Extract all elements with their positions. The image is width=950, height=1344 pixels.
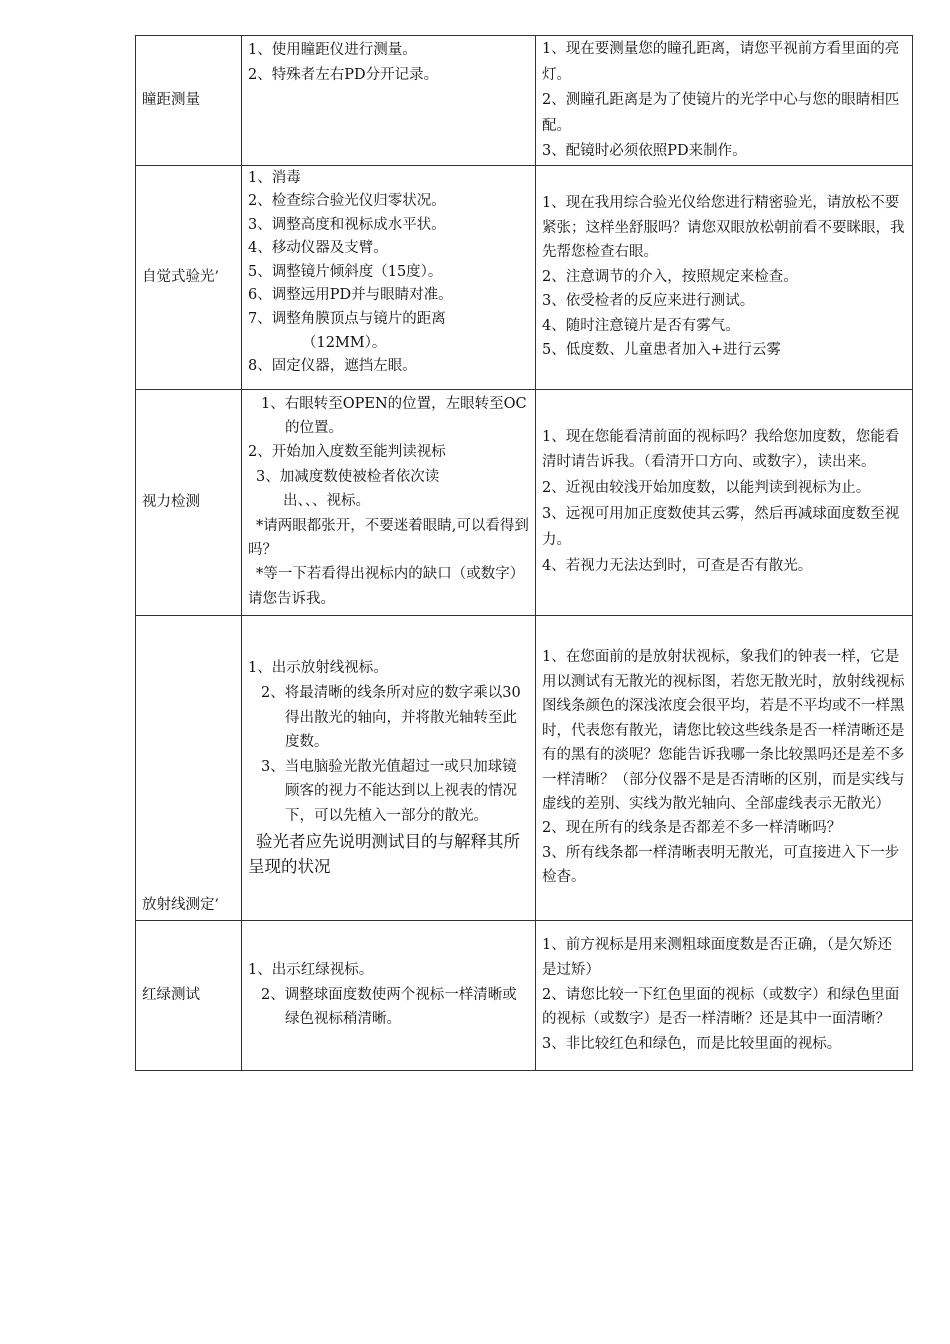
operation-cell — [242, 920, 536, 1070]
script-item: 2、近视由较浅开始加度数，以能判读到视标为止。 — [542, 480, 871, 497]
script-cell — [536, 920, 913, 1070]
operation-item: 8、固定仪器，遮挡左眼。 — [248, 358, 417, 375]
operation-item: 2、调整球面度数使两个视标一样清晰或绿色视标稍清晰。 — [261, 986, 517, 1028]
table-row — [136, 36, 913, 166]
script-item: 3、非比较红色和绿色，而是比较里面的视标。 — [542, 1036, 842, 1053]
operation-item: 2、将最清晰的线条所对应的数字乘以30得出散光的轴向，并将散光轴转至此度数。 — [261, 685, 521, 751]
step-name-cell — [136, 36, 242, 166]
script-cell — [536, 165, 913, 389]
script-item: 2、注意调节的介入，按照规定来检查。 — [542, 268, 798, 285]
script-item: 1、现在我用综合验光仪给您进行精密验光，请放松不要紧张；这样坐舒服吗？请您双眼放松朝前看不要眯眼，我先帮您检查右眼。 — [542, 194, 905, 261]
operation-note: 验光者应先说明测试目的与解释其所呈现的状况 — [248, 831, 520, 876]
operation-item: 5、调整镜片倾斜度（15度）。 — [248, 263, 443, 280]
operation-item: 4、移动仪器及支臂。 — [248, 240, 388, 257]
script-cell — [536, 389, 913, 615]
script-item: 1、现在要测量您的瞳孔距离，请您平视前方看里面的亮灯。 — [542, 41, 900, 83]
operation-item: 1、消毒 — [248, 169, 301, 186]
script-cell — [536, 615, 913, 920]
operation-item: 3、当电脑验光散光值超过一或只加球镜顾客的视力不能达到以上视表的情况下，可以先植入一部分的散光。 — [261, 758, 517, 824]
step-name: 放射线测定 — [142, 896, 215, 913]
operation-item: 出、、、视标。 — [283, 493, 370, 510]
operation-item: 2、开始加入度数至能判读视标 — [248, 444, 446, 461]
operation-item: 3、加减度数使被检者依次读 — [256, 468, 440, 485]
script-item: 3、所有线条都一样清晰表明无散光，可直接进入下一步检杳。 — [542, 844, 900, 886]
operation-cell — [242, 389, 536, 615]
operation-item: 1、右眼转至OPEN的位置，左眼转至OC的位置。 — [261, 395, 527, 436]
operation-cell — [242, 36, 536, 166]
script-item: 2、测瞳孔距离是为了使镜片的光学中心与您的眼睛相匹配。 — [542, 92, 900, 134]
script-item: 2、请您比较一下红色里面的视标（或数字）和绿色里面的视标（或数字）是否一样清晰？还是其中一面清晰？ — [542, 986, 900, 1028]
step-name: 红绿测试 — [142, 986, 200, 1003]
step-name-cell — [136, 165, 242, 389]
operation-cell — [242, 165, 536, 389]
script-item: 2、现在所有的线条是否都差不多一样清晰吗？ — [542, 820, 842, 837]
script-cell — [536, 36, 913, 166]
operation-item: 1、出示红绿视标。 — [248, 962, 374, 979]
step-name-mark: ’ — [214, 896, 219, 913]
step-name: 视力检测 — [142, 493, 200, 510]
script-item: 1、现在您能看清前面的视标吗？我给您加度数，您能看清时请告诉我。（看清开口方向、或数字），读出来。 — [542, 428, 900, 471]
script-item: 3、依受检者的反应来进行测试。 — [542, 293, 755, 310]
script-item: 3、远视可用加正度数使其云雾，然后再减球面度数至视力。 — [542, 506, 900, 548]
operation-item: 2、特殊者左右PD分开记录。 — [248, 66, 439, 83]
script-item: 1、在您面前的是放射状视标，象我们的钟表一样，它是用以测试有无散光的视标图，若您无散光时，放射线视标图线条颜色的深浅浓度会很平均，若是不平均或不一样黑时，代表您有散光，请您比较这些线条是否一样清晰还是有的黑有的淡呢？您能告诉我哪一条比较黑吗还是差不多一样清晰？（部分仪器不是是否清晰的区别，而是实线与虚线的差别、实线为散光轴向、全部虚线表示无散光） — [542, 649, 905, 812]
operation-item: 6、调整远用PD并与眼睛对准。 — [248, 287, 453, 304]
operation-item: 1、出示放射线视标。 — [248, 660, 388, 677]
script-item: 1、前方视标是用来测粗球面度数是否正确，（是欠矫还是过矫） — [542, 937, 892, 978]
script-item: 3、配镜时必须依照PD来制作。 — [542, 143, 747, 159]
table-row — [136, 615, 913, 920]
operation-item: *等一下若看得出视标内的缺口（或数字）请您告诉我。 — [248, 566, 525, 607]
step-name-cell — [136, 920, 242, 1070]
operation-cell — [242, 615, 536, 920]
step-name-mark: ’ — [214, 268, 219, 285]
operation-item: 3、调整高度和视标成水平状。 — [248, 216, 446, 233]
step-name: 自觉式验光 — [142, 268, 215, 285]
table-row — [136, 165, 913, 389]
script-item: 4、若视力无法达到时，可查是否有散光。 — [542, 557, 813, 574]
script-item: 4、随时注意镜片是否有雾气。 — [542, 317, 740, 334]
table-row — [136, 920, 913, 1070]
operation-item: 1、使用瞳距仪进行测量。 — [248, 42, 417, 58]
script-item: 5、低度数、儿童患者加入+进行云雾 — [542, 342, 781, 359]
step-name: 瞳距测量 — [142, 91, 200, 108]
procedure-table — [135, 35, 913, 1071]
operation-item: 2、检查综合验光仪归零状况。 — [248, 193, 446, 210]
table-row — [136, 389, 913, 615]
operation-item: 7、调整角膜顶点与镜片的距离 — [248, 311, 446, 328]
operation-item: *请两眼都张开，不要迷着眼睛,可以看得到吗？ — [248, 517, 529, 558]
step-name-cell — [136, 389, 242, 615]
step-name-cell — [136, 615, 242, 920]
operation-item: （12MM）。 — [302, 334, 387, 351]
